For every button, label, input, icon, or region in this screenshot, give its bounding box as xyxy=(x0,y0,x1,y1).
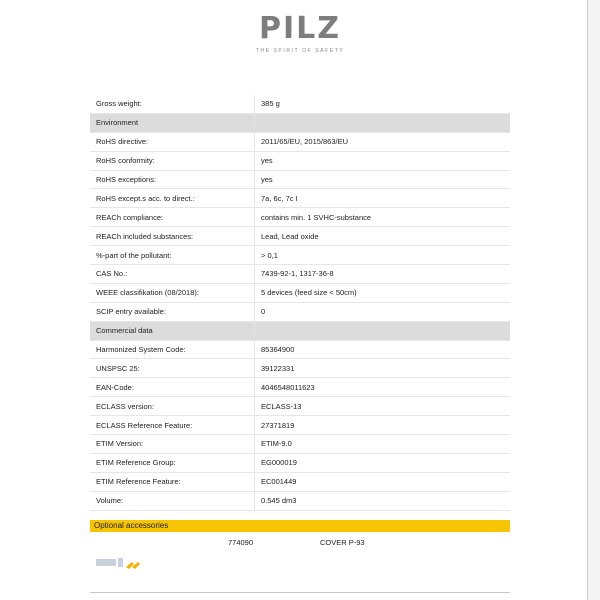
spec-value: EG000019 xyxy=(255,453,511,472)
spec-row xyxy=(90,302,510,321)
spec-value: contains min. 1 SVHC-substance xyxy=(255,208,511,227)
spec-value: > 0,1 xyxy=(255,246,511,265)
spec-row xyxy=(90,265,510,284)
spec-row xyxy=(90,170,510,189)
spec-value: yes xyxy=(255,151,511,170)
section-filler xyxy=(255,113,511,132)
spec-label: ETIM Version: xyxy=(90,435,255,454)
section-header-row xyxy=(90,321,510,340)
spec-row xyxy=(90,132,510,151)
spec-row xyxy=(90,453,510,472)
section-title: Commercial data xyxy=(90,321,255,340)
spec-value: 4046548011623 xyxy=(255,378,511,397)
spec-label: ETIM Reference Feature: xyxy=(90,472,255,491)
spec-label: CAS No.: xyxy=(90,265,255,284)
spec-label: ECLASS Reference Feature: xyxy=(90,416,255,435)
spec-row xyxy=(90,397,510,416)
spec-label: %-part of the pollutant: xyxy=(90,246,255,265)
spec-label: RoHS exceptions: xyxy=(90,170,255,189)
spec-value: 5 devices (feed size < 50cm) xyxy=(255,283,511,302)
spec-value: 0.545 dm3 xyxy=(255,491,511,510)
spec-value: 39122331 xyxy=(255,359,511,378)
spec-value: 7439-92-1, 1317-36-8 xyxy=(255,265,511,284)
spec-row xyxy=(90,283,510,302)
spec-value: yes xyxy=(255,170,511,189)
section-header-row xyxy=(90,113,510,132)
spec-row xyxy=(90,472,510,491)
spec-value: 385 g xyxy=(255,95,511,113)
spec-label: SCIP entry available: xyxy=(90,302,255,321)
spec-value: ETIM-9.0 xyxy=(255,435,511,454)
spec-value: Lead, Lead oxide xyxy=(255,227,511,246)
spec-label: UNSPSC 25: xyxy=(90,359,255,378)
accessory-number: 774090 xyxy=(228,538,254,547)
section-title: Environment xyxy=(90,113,255,132)
page-edge xyxy=(587,0,600,600)
accessory-name: COVER P-93 xyxy=(320,538,365,547)
spec-value: ECLASS-13 xyxy=(255,397,511,416)
spec-value: 27371819 xyxy=(255,416,511,435)
spec-label: REACh compliance: xyxy=(90,208,255,227)
spec-row xyxy=(90,208,510,227)
spec-row xyxy=(90,416,510,435)
pilz-logo xyxy=(0,11,600,54)
spec-label: Harmonized System Code: xyxy=(90,340,255,359)
spec-label: RoHS except.s acc. to direct.: xyxy=(90,189,255,208)
spec-label: ECLASS version: xyxy=(90,397,255,416)
spec-value: 85364900 xyxy=(255,340,511,359)
spec-row xyxy=(90,340,510,359)
bottom-divider xyxy=(90,592,510,593)
spec-label: RoHS conformity: xyxy=(90,151,255,170)
spec-label: Volume: xyxy=(90,491,255,510)
spec-value: 2011/65/EU, 2015/863/EU xyxy=(255,132,511,151)
logo-tagline: THE SPIRIT OF SAFETY xyxy=(255,48,345,54)
logo-wordmark: PILZ xyxy=(258,11,342,46)
spec-row xyxy=(90,95,510,113)
spec-label: ETIM Reference Group: xyxy=(90,453,255,472)
spec-row xyxy=(90,491,510,510)
spec-value: 7a, 6c, 7c I xyxy=(255,189,511,208)
spec-value: EC001449 xyxy=(255,472,511,491)
spec-label: Gross weight: xyxy=(90,95,255,113)
accessories-heading: Optional accessories xyxy=(90,520,510,532)
spec-table xyxy=(90,95,510,511)
spec-table-body xyxy=(90,95,510,510)
spec-value: 0 xyxy=(255,302,511,321)
spec-row xyxy=(90,435,510,454)
spec-row xyxy=(90,378,510,397)
spec-label: RoHS directive: xyxy=(90,132,255,151)
spec-label: WEEE classifikation (08/2018): xyxy=(90,283,255,302)
spec-row xyxy=(90,359,510,378)
accessory-thumbnail-icon xyxy=(96,556,144,570)
spec-label: EAN-Code: xyxy=(90,378,255,397)
section-filler xyxy=(255,321,511,340)
spec-label: REACh included substances: xyxy=(90,227,255,246)
spec-row xyxy=(90,189,510,208)
spec-row xyxy=(90,227,510,246)
spec-row xyxy=(90,246,510,265)
spec-row xyxy=(90,151,510,170)
